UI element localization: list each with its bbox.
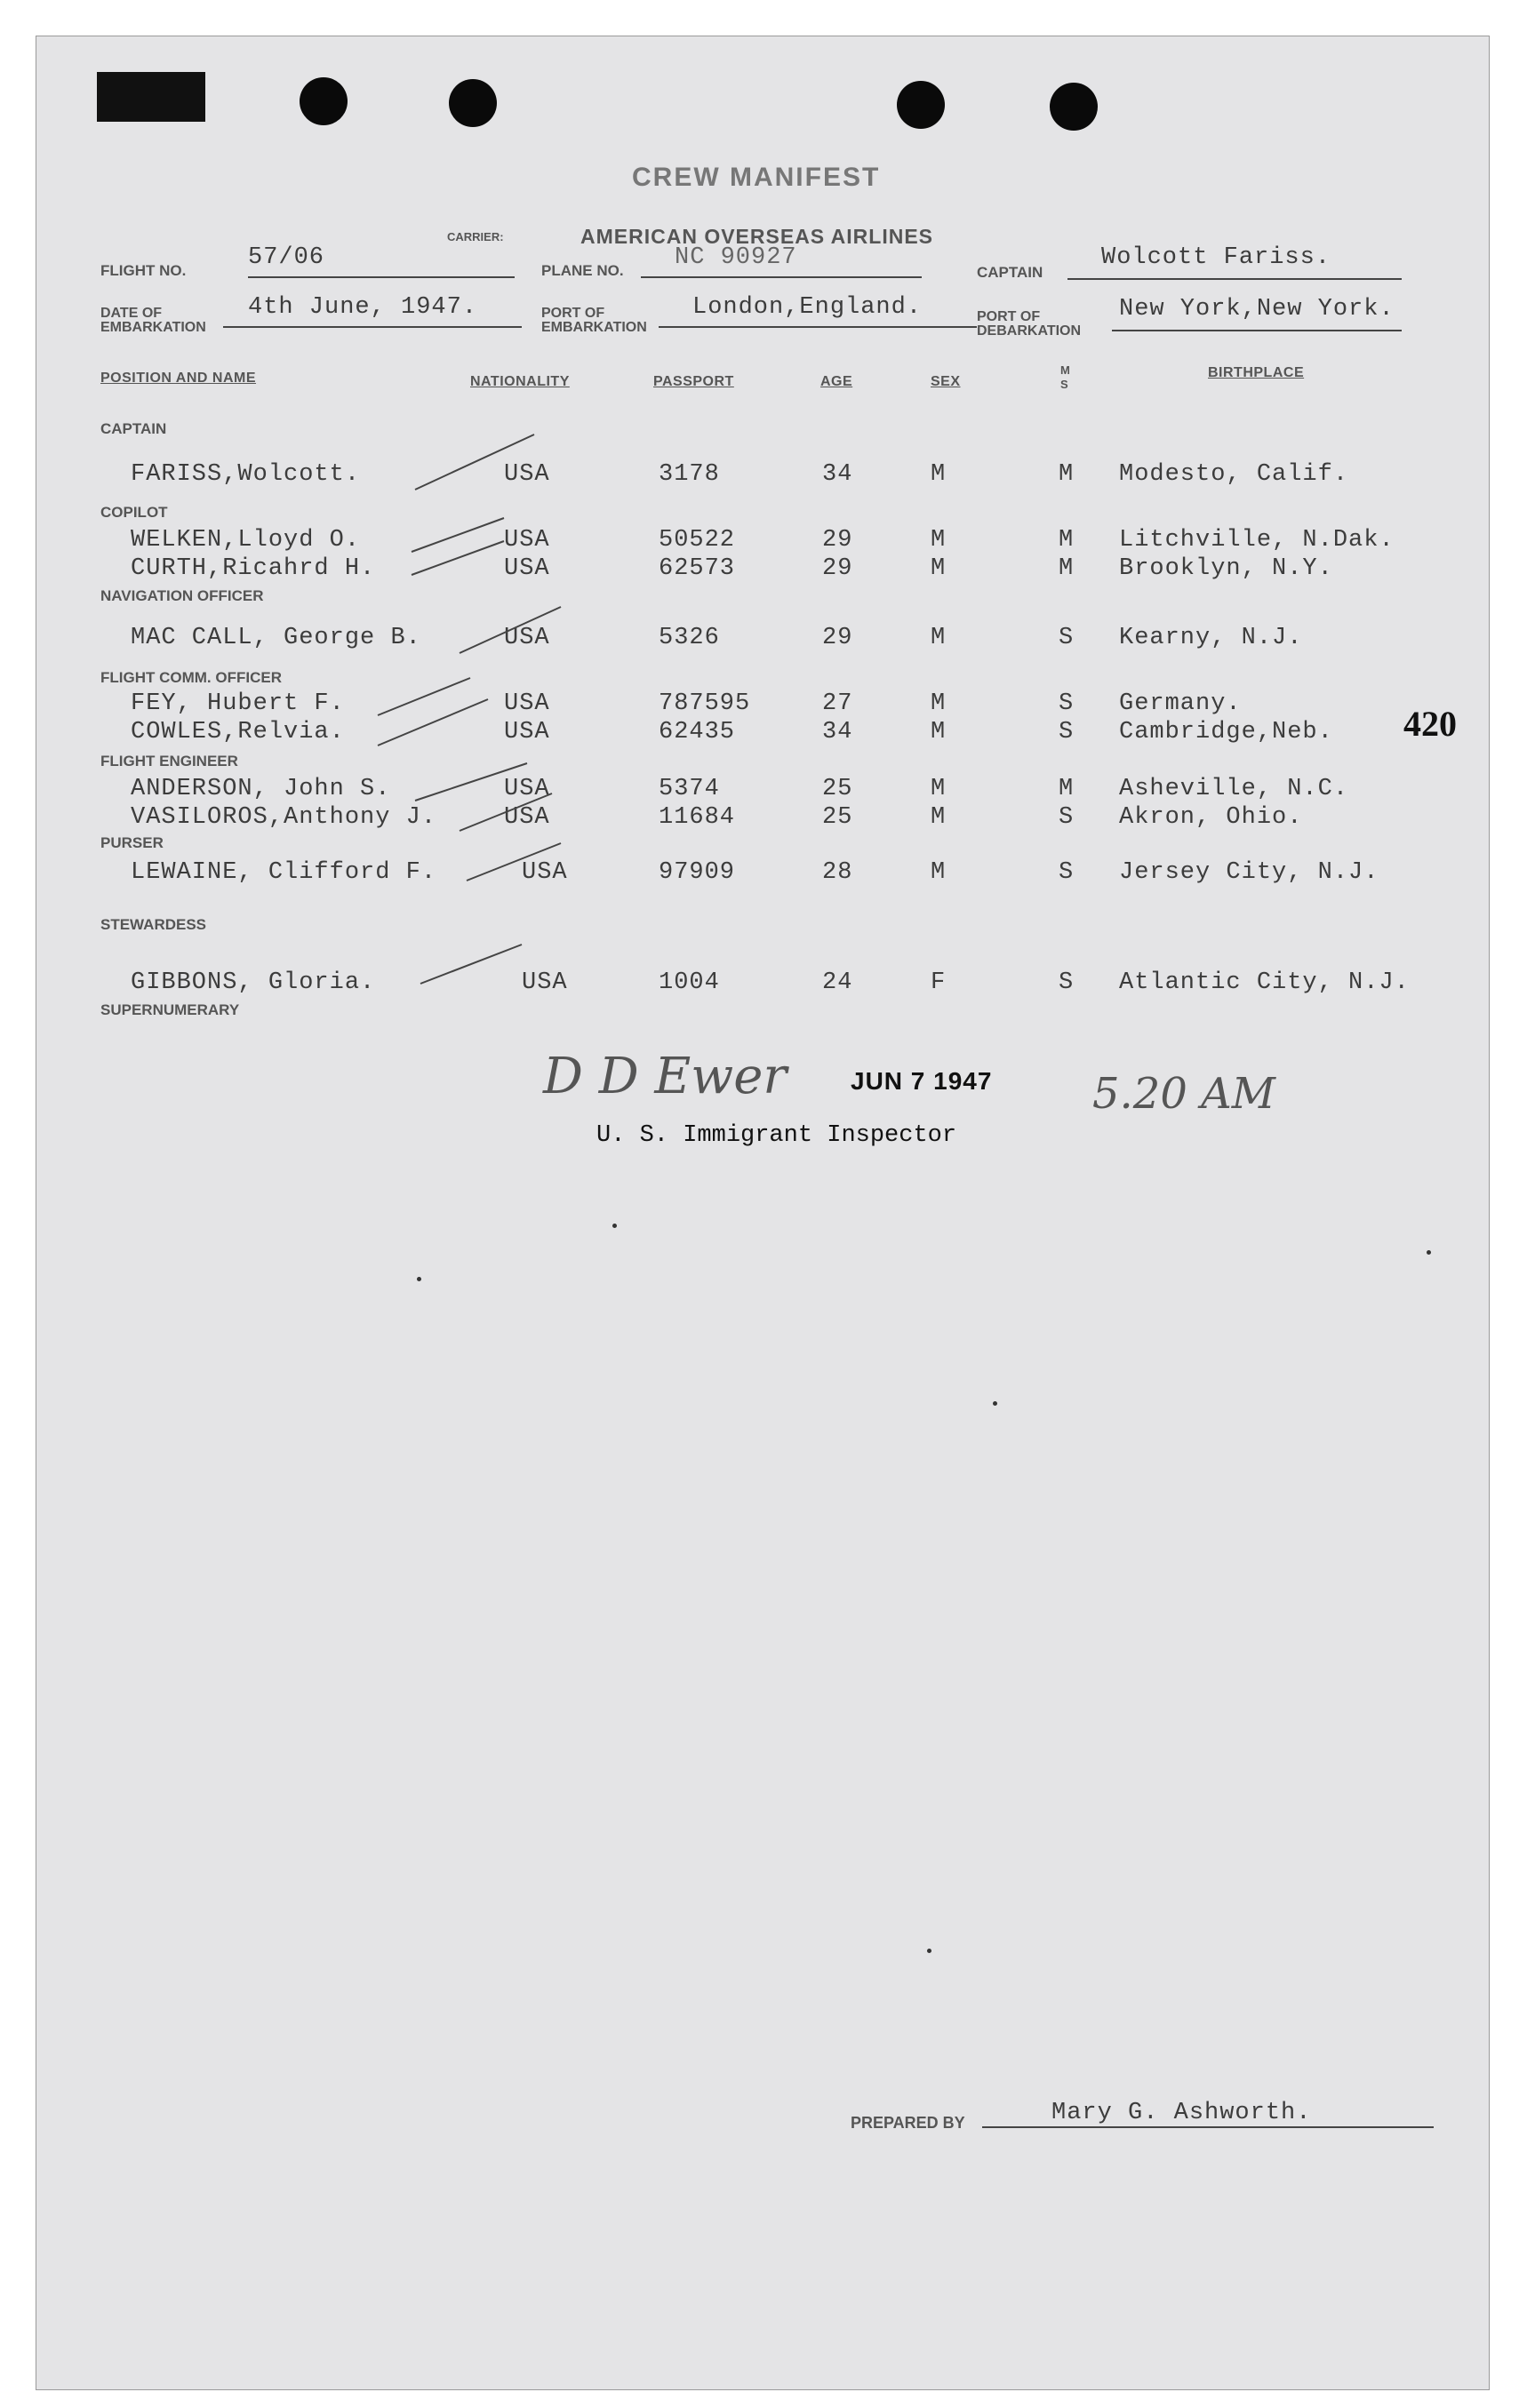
crew-passport: 11684 xyxy=(659,804,736,831)
category-copilot: COPILOT xyxy=(100,504,168,521)
speck xyxy=(1427,1250,1431,1255)
col-sex: SEX xyxy=(931,374,961,389)
speck xyxy=(993,1401,997,1406)
col-passport: PASSPORT xyxy=(653,374,734,389)
check-mark xyxy=(406,534,513,587)
date-label-2: EMBARKATION xyxy=(100,320,206,335)
flight-value: 57/06 xyxy=(248,244,325,271)
crew-name: MAC CALL, George B. xyxy=(131,625,421,651)
port-emb-value: London,England. xyxy=(692,294,923,321)
manifest-title: CREW MANIFEST xyxy=(632,163,881,192)
check-mark xyxy=(461,838,568,891)
category-captain: CAPTAIN xyxy=(100,420,167,437)
corner-mark xyxy=(97,72,205,122)
crew-nationality: USA xyxy=(504,776,550,802)
col-birthplace: BIRTHPLACE xyxy=(1208,365,1305,380)
speck xyxy=(927,1949,931,1953)
crew-nationality: USA xyxy=(504,804,550,831)
carrier-name: AMERICAN OVERSEAS AIRLINES xyxy=(580,225,934,248)
crew-sex: M xyxy=(931,719,947,746)
crew-nationality: USA xyxy=(504,690,550,717)
flight-rule xyxy=(248,276,515,278)
crew-name: FARISS,Wolcott. xyxy=(131,461,361,488)
crew-age: 34 xyxy=(822,719,853,746)
col-ms-bottom: S xyxy=(1060,378,1069,391)
category-engineer: FLIGHT ENGINEER xyxy=(100,753,238,769)
captain-value: Wolcott Fariss. xyxy=(1101,244,1331,271)
crew-nationality: USA xyxy=(504,527,550,554)
port-deb-value: New York,New York. xyxy=(1119,296,1395,323)
col-age: AGE xyxy=(820,374,853,389)
captain-label: CAPTAIN xyxy=(977,264,1043,281)
port-deb-rule xyxy=(1112,330,1402,331)
crew-birthplace: Jersey City, N.J. xyxy=(1119,859,1379,886)
category-navigation: NAVIGATION OFFICER xyxy=(100,587,264,604)
crew-marital: S xyxy=(1059,859,1075,886)
category-comm: FLIGHT COMM. OFFICER xyxy=(100,669,282,686)
check-mark xyxy=(415,939,531,993)
crew-birthplace: Germany. xyxy=(1119,690,1242,717)
crew-name: COWLES,Relvia. xyxy=(131,719,345,746)
crew-nationality: USA xyxy=(522,859,568,886)
crew-passport: 5326 xyxy=(659,625,720,651)
crew-name: GIBBONS, Gloria. xyxy=(131,969,376,996)
crew-birthplace: Litchville, N.Dak. xyxy=(1119,527,1395,554)
date-label-1: DATE OF xyxy=(100,306,163,321)
crew-marital: S xyxy=(1059,719,1075,746)
col-nationality: NATIONALITY xyxy=(470,374,570,389)
speck xyxy=(612,1224,617,1228)
check-mark xyxy=(372,692,497,754)
crew-sex: M xyxy=(931,776,947,802)
inspector-signature: D D Ewer xyxy=(543,1048,787,1105)
check-mark xyxy=(410,427,543,498)
date-value: 4th June, 1947. xyxy=(248,294,478,321)
crew-marital: M xyxy=(1059,527,1075,554)
crew-marital: M xyxy=(1059,776,1075,802)
port-emb-rule xyxy=(659,326,977,328)
crew-age: 29 xyxy=(822,625,853,651)
punch-hole xyxy=(897,81,945,129)
plane-label: PLANE NO. xyxy=(541,262,624,279)
crew-birthplace: Modesto, Calif. xyxy=(1119,461,1349,488)
crew-age: 27 xyxy=(822,690,853,717)
crew-sex: M xyxy=(931,690,947,717)
manifest-page xyxy=(36,36,1490,2390)
crew-birthplace: Kearny, N.J. xyxy=(1119,625,1303,651)
crew-sex: F xyxy=(931,969,947,996)
crew-marital: M xyxy=(1059,555,1075,582)
crew-age: 25 xyxy=(822,804,853,831)
crew-birthplace: Atlantic City, N.J. xyxy=(1119,969,1410,996)
crew-nationality: USA xyxy=(504,625,550,651)
date-rule xyxy=(223,326,522,328)
col-position: POSITION AND NAME xyxy=(100,371,257,386)
category-stewardess: STEWARDESS xyxy=(100,916,207,933)
crew-passport: 97909 xyxy=(659,859,736,886)
crew-marital: M xyxy=(1059,461,1075,488)
punch-hole xyxy=(1050,83,1098,131)
crew-age: 25 xyxy=(822,776,853,802)
crew-birthplace: Brooklyn, N.Y. xyxy=(1119,555,1333,582)
prepared-by-value: Mary G. Ashworth. xyxy=(1051,2100,1312,2126)
crew-sex: M xyxy=(931,527,947,554)
crew-passport: 5374 xyxy=(659,776,720,802)
crew-marital: S xyxy=(1059,804,1075,831)
page-number: 420 xyxy=(1403,704,1457,744)
flight-label: FLIGHT NO. xyxy=(100,262,187,279)
crew-sex: M xyxy=(931,804,947,831)
port-deb-label-1: PORT OF xyxy=(977,309,1041,324)
punch-hole xyxy=(449,79,497,127)
crew-passport: 62435 xyxy=(659,719,736,746)
captain-rule xyxy=(1067,278,1402,280)
plane-rule xyxy=(641,276,922,278)
crew-age: 24 xyxy=(822,969,853,996)
crew-passport: 62573 xyxy=(659,555,736,582)
crew-name: CURTH,Ricahrd H. xyxy=(131,555,376,582)
col-ms-top: M xyxy=(1060,363,1071,377)
crew-age: 29 xyxy=(822,527,853,554)
check-mark xyxy=(454,602,570,664)
crew-passport: 787595 xyxy=(659,690,751,717)
crew-name: ANDERSON, John S. xyxy=(131,776,391,802)
crew-birthplace: Akron, Ohio. xyxy=(1119,804,1303,831)
crew-marital: S xyxy=(1059,969,1075,996)
crew-name: VASILOROS,Anthony J. xyxy=(131,804,437,831)
carrier-label: CARRIER: xyxy=(447,230,504,243)
prepared-by-label: PREPARED BY xyxy=(851,2114,965,2132)
arrival-time: 5.20 AM xyxy=(1092,1069,1275,1119)
arrival-date-stamp: JUN 7 1947 xyxy=(851,1067,993,1095)
crew-nationality: USA xyxy=(504,719,550,746)
prepared-by-rule xyxy=(982,2126,1434,2128)
crew-sex: M xyxy=(931,859,947,886)
crew-marital: S xyxy=(1059,625,1075,651)
port-emb-label-2: EMBARKATION xyxy=(541,320,647,335)
crew-nationality: USA xyxy=(504,555,550,582)
crew-passport: 1004 xyxy=(659,969,720,996)
crew-age: 28 xyxy=(822,859,853,886)
speck xyxy=(417,1277,421,1281)
inspector-title: U. S. Immigrant Inspector xyxy=(596,1122,957,1149)
crew-nationality: USA xyxy=(504,461,550,488)
crew-sex: M xyxy=(931,555,947,582)
check-mark xyxy=(454,788,561,841)
crew-age: 29 xyxy=(822,555,853,582)
crew-birthplace: Asheville, N.C. xyxy=(1119,776,1349,802)
category-purser: PURSER xyxy=(100,834,164,851)
crew-nationality: USA xyxy=(522,969,568,996)
crew-marital: S xyxy=(1059,690,1075,717)
crew-name: FEY, Hubert F. xyxy=(131,690,345,717)
crew-birthplace: Cambridge,Neb. xyxy=(1119,719,1333,746)
crew-sex: M xyxy=(931,461,947,488)
category-supernumerary: SUPERNUMERARY xyxy=(100,1001,240,1018)
crew-passport: 50522 xyxy=(659,527,736,554)
crew-name: LEWAINE, Clifford F. xyxy=(131,859,437,886)
plane-value: NC 90927 xyxy=(675,244,797,271)
punch-hole xyxy=(300,77,348,125)
crew-name: WELKEN,Lloyd O. xyxy=(131,527,361,554)
crew-sex: M xyxy=(931,625,947,651)
port-emb-label-1: PORT OF xyxy=(541,306,605,321)
port-deb-label-2: DEBARKATION xyxy=(977,323,1082,339)
crew-passport: 3178 xyxy=(659,461,720,488)
crew-age: 34 xyxy=(822,461,853,488)
